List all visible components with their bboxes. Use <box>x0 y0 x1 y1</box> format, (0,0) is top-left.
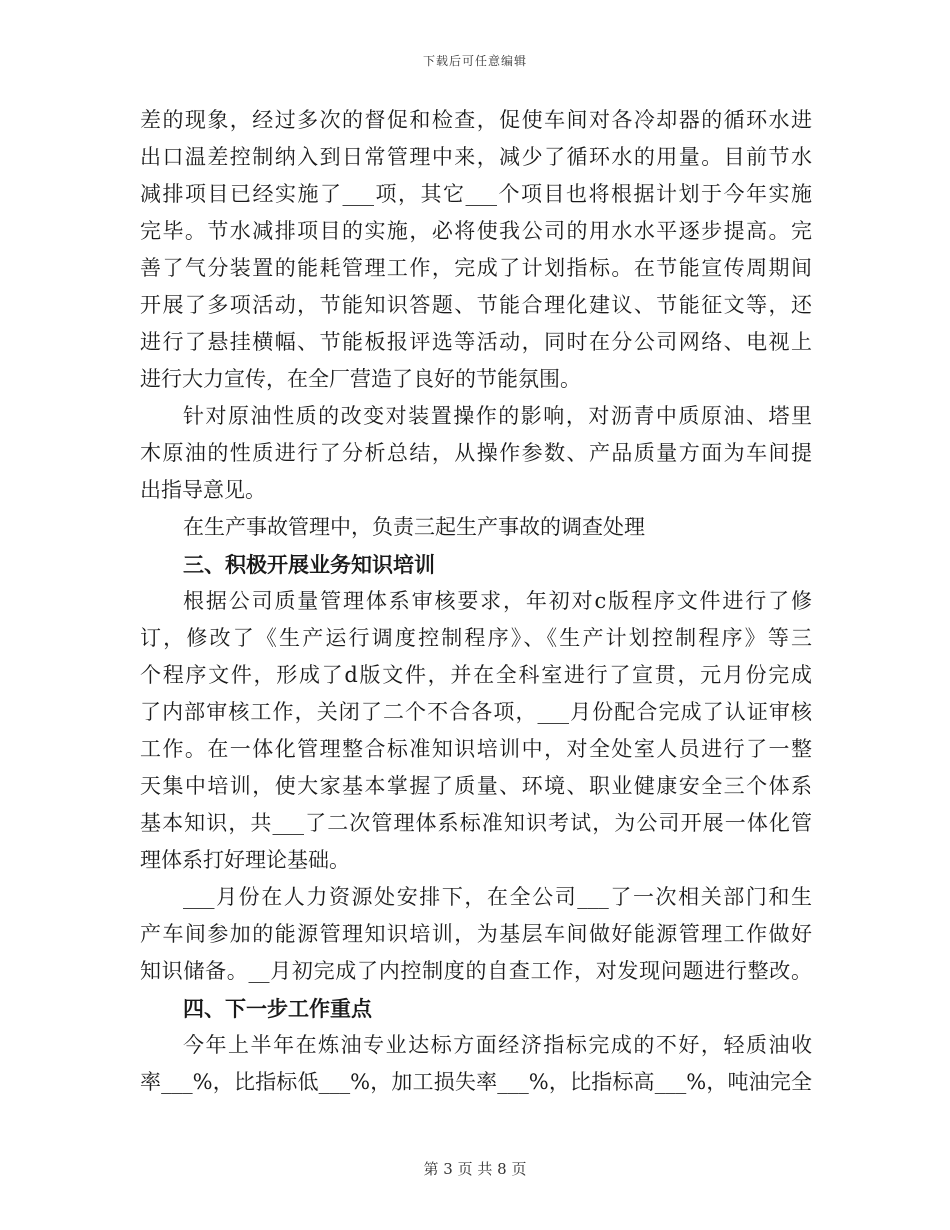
text-line: 知识储备。__月初完成了内控制度的自查工作，对发现问题进行整改。 <box>140 959 812 983</box>
text-line: 根据公司质量管理体系审核要求，年初对c版程序文件进行了修 <box>183 589 812 613</box>
text-line: 理体系打好理论基础。 <box>140 848 350 872</box>
text-line: ___月份在人力资源处安排下，在全公司___了一次相关部门和生 <box>183 885 812 909</box>
page-header: 下载后可任意编辑 <box>422 54 527 68</box>
text-line: 完毕。节水减排项目的实施，必将使我公司的用水水平逐步提高。完 <box>140 219 812 243</box>
text-line: 减排项目已经实施了___项，其它___个项目也将根据计划于今年实施 <box>140 182 812 206</box>
text-line: 天集中培训，使大家基本掌握了质量、环境、职业健康安全三个体系 <box>140 774 812 798</box>
text-line: 率___%，比指标低___%，加工损失率___%，比指标高___%，吨油完全 <box>140 1070 812 1094</box>
text-line: 差的现象，经过多次的督促和检查，促使车间对各冷却器的循环水进 <box>140 108 812 132</box>
text-line: 工作。在一体化管理整合标准知识培训中，对全处室人员进行了一整 <box>140 737 812 761</box>
section-heading: 四、下一步工作重点 <box>183 996 372 1021</box>
text-line: 进行了悬挂横幅、节能板报评选等活动，同时在分公司网络、电视上 <box>140 330 812 354</box>
document-body <box>140 102 812 1101</box>
text-line: 在生产事故管理中，负责三起生产事故的调查处理 <box>183 515 645 539</box>
text-line: 产车间参加的能源管理知识培训，为基层车间做好能源管理工作做好 <box>140 922 812 946</box>
text-line: 善了气分装置的能耗管理工作，完成了计划指标。在节能宣传周期间 <box>140 256 812 280</box>
section-heading: 三、积极开展业务知识培训 <box>183 552 435 577</box>
text-line: 基本知识，共___了二次管理体系标准知识考试，为公司开展一体化管 <box>140 811 812 835</box>
text-line: 出指导意见。 <box>140 478 266 502</box>
page-footer: 第 3 页 共 8 页 <box>423 1160 527 1178</box>
text-line: 木原油的性质进行了分析总结，从操作参数、产品质量方面为车间提 <box>140 441 812 465</box>
text-line: 出口温差控制纳入到日常管理中来，减少了循环水的用量。目前节水 <box>140 145 812 169</box>
text-line: 今年上半年在炼油专业达标方面经济指标完成的不好，轻质油收 <box>183 1033 812 1057</box>
text-line: 进行大力宣传，在全厂营造了良好的节能氛围。 <box>140 367 581 391</box>
text-line: 了内部审核工作，关闭了二个不合各项，___月份配合完成了认证审核 <box>140 700 812 724</box>
text-line: 订，修改了《生产运行调度控制程序》、《生产计划控制程序》等三 <box>140 626 812 650</box>
text-line: 开展了多项活动，节能知识答题、节能合理化建议、节能征文等，还 <box>140 293 812 317</box>
text-line: 个程序文件，形成了d版文件，并在全科室进行了宣贯，元月份完成 <box>140 663 812 687</box>
text-line: 针对原油性质的改变对装置操作的影响，对沥青中质原油、塔里 <box>183 404 812 428</box>
